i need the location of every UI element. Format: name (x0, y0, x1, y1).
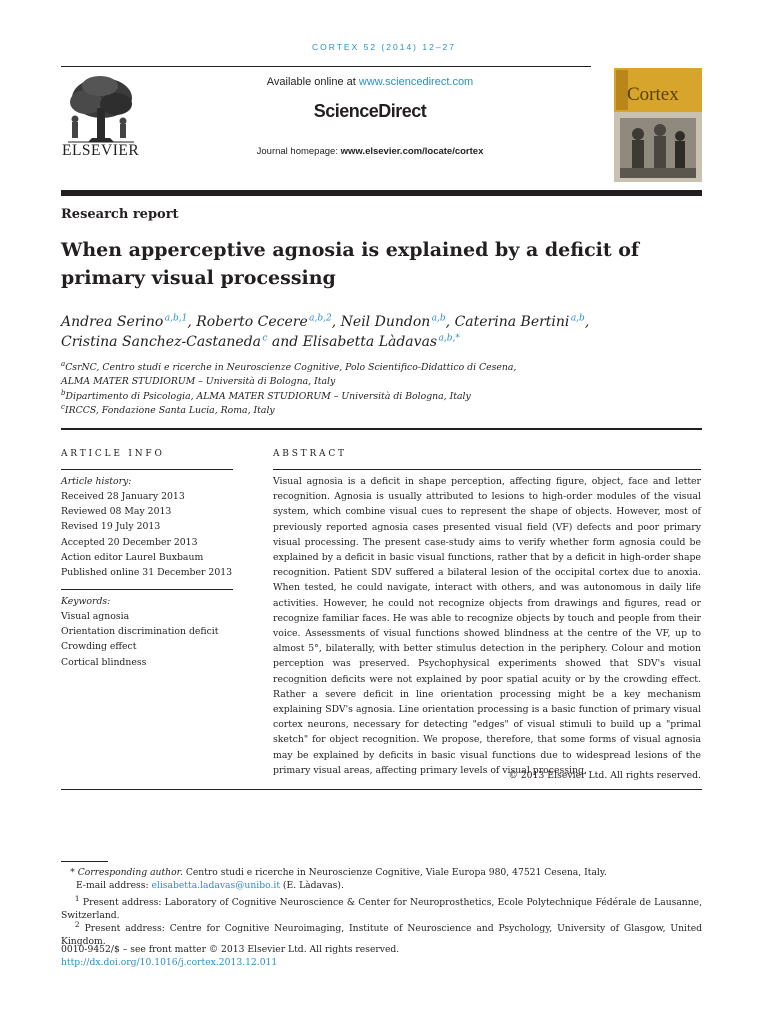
author-name[interactable]: Andrea Serino (61, 314, 164, 330)
affiliation-mark: a (61, 359, 66, 368)
history-item: Action editor Laurel Buxbaum (61, 551, 204, 563)
running-head: CORTEX 52 (2014) 12–27 (311, 42, 456, 52)
abstract-copyright: © 2013 Elsevier Ltd. All rights reserved. (508, 770, 701, 781)
author-affiliation-mark[interactable]: a,b,* (438, 333, 460, 344)
keywords-list (61, 609, 236, 670)
corresponding-author-note (61, 866, 702, 879)
history-item: Published online 31 December 2013 (61, 567, 233, 579)
affiliation-a (61, 361, 701, 389)
footnote-text: Present address: Centre for Cognitive Neuroimaging, Institute of Neuroscience and Psychology, University of Glasgow, United Kingdom. (61, 923, 703, 948)
available-online (150, 76, 590, 88)
author-affiliation-mark[interactable]: a,b (431, 313, 446, 324)
history-list (61, 489, 236, 580)
platform-name: ScienceDirect (313, 101, 427, 121)
history-label: Article history: (61, 476, 132, 487)
history-item: Revised 19 July 2013 (61, 521, 161, 533)
doi-link[interactable]: http://dx.doi.org/10.1016/j.cortex.2013.12.011 (61, 957, 278, 968)
abstract-heading: ABSTRACT (273, 449, 347, 459)
history-item: Reviewed 08 May 2013 (61, 506, 172, 518)
publisher-name: ELSEVIER (62, 142, 140, 159)
footnote-rule (61, 861, 108, 862)
email-suffix: (E. Làdavas). (280, 880, 344, 891)
footnote-mark: * (70, 867, 75, 878)
author-list: Andrea Serino $^{a,b,1}$, Roberto Cecere $^{a,b,2}$, Neil Dundon $^{a,b}$, Caterina Bertini $^{a,b}$, Cristina Sanchez-Castaneda $^c$ and Elisabetta Làdavas $^{a,b,*}$ (61, 313, 590, 350)
footnote-mark: 1 (74, 894, 80, 903)
author-affiliation-mark[interactable]: a,b (570, 313, 585, 324)
keyword-item: Crowding effect (61, 641, 137, 653)
author-name[interactable]: Neil Dundon (340, 314, 431, 330)
header-top-rule (61, 66, 591, 67)
homepage-label: Journal homepage: (256, 146, 341, 157)
author-affiliation-mark[interactable]: c (262, 333, 268, 344)
affiliation-mark: b (61, 388, 66, 397)
header-thick-rule (61, 190, 702, 196)
abstract-end-rule (61, 789, 702, 790)
history-item: Accepted 20 December 2013 (61, 536, 198, 548)
affiliation-text: Dipartimento di Psicologia, ALMA MATER STUDIORUM – Università di Bologna, Italy (65, 391, 471, 402)
email-label: E-mail address: (76, 880, 152, 891)
sciencedirect-link[interactable]: www.sciencedirect.com (358, 76, 474, 88)
corresponding-text: Centro studi e ricerche in Neuroscienze Cognitive, Viale Europa 980, 47521 Cesena, Italy. (182, 867, 607, 878)
cover-title: Cortex (627, 84, 679, 105)
affiliation-text: ALMA MATER STUDIORUM – Università di Bologna, Italy (61, 376, 336, 387)
corresponding-label: Corresponding author. (77, 867, 183, 878)
affiliation-text: CsrNC, Centro studi e ricerche in Neuroscienze Cognitive, Polo Scientifico-Didattico di Cesena, (65, 362, 517, 373)
abstract-rule (273, 469, 701, 470)
author-and: and (271, 334, 299, 350)
keyword-item: Visual agnosia (61, 611, 130, 622)
affiliation-b (61, 390, 701, 404)
author-name[interactable]: Cristina Sanchez-Castaneda (61, 334, 262, 350)
available-prefix: Available online at (266, 76, 359, 88)
section-divider (61, 428, 702, 430)
author-affiliation-mark[interactable]: a,b,2 (309, 313, 332, 324)
homepage-link[interactable]: www.elsevier.com/locate/cortex (340, 146, 484, 157)
issn-line: 0010-9452/$ – see front matter © 2013 Elsevier Ltd. All rights reserved. (61, 944, 400, 955)
history-item: Received 28 January 2013 (61, 491, 185, 502)
article-info-heading: ARTICLE INFO (61, 449, 165, 459)
author-affiliation-mark[interactable]: a,b,1 (164, 313, 188, 324)
keywords-label: Keywords: (61, 596, 111, 607)
article-type: Research report (61, 207, 179, 222)
email-note (76, 879, 702, 892)
author-name[interactable]: Caterina Bertini (454, 314, 570, 330)
affiliation-text: IRCCS, Fondazione Santa Lucia, Roma, Italy (64, 405, 275, 416)
abstract-text: Visual agnosia is a deficit in shape perception, affecting figure, object, face and letter recognition. Agnosia is usually attributed to lesions to high-order modules of the visual system, which combine visual cues to represent the shape of objects. However, most of previously reported agnosia cases presented visual field (VF) defects and poor primary visual processing. The present case-study aims to verify whether form agnosia could be explained by a deficit in basic visual functions, rather that by a deficit in high-order shape recognition. Patient SDV suffered a bilateral lesion of the occipital cortex due to anoxia. When tested, he could navigate, interact with others, and was autonomous in daily life activities. However, he could not recognize objects from drawings and figures, read or recognize familiar faces. He was able to recognize objects by touch and people from their voice. Assessments of visual functions showed blindness at the centre of the VF, up to almost 5°, bilaterally, with better stimulus detection in the periphery. Colour and motion perception was preserved. Psychophysical experiments showed that SDV's visual recognition deficits were not explained by poor spatial acuity or by the crowding effect. Rather a severe deficit in line orientation processing might be a key mechanism explaining SDV's agnosia. Line orientation processing is a basic function of primary visual cortex neurons, necessary for detecting "edges" of visual stimuli to build up a "primal sketch" for object recognition. We propose, therefore, that some forms of visual agnosia may be explained by deficits in basic visual functions due to widespread lesions of the primary visual areas, affecting primary levels of visual processing. (273, 476, 701, 776)
email-link[interactable]: elisabetta.ladavas@unibo.it (151, 880, 281, 891)
footnote-text: Present address: Laboratory of Cognitive Neuroscience & Center for Neuroprosthetics, Ecole Polytechnique Fédérale de Lausanne, Switzerland. (61, 897, 702, 922)
author-name[interactable]: Elisabetta Làdavas (302, 334, 438, 350)
keywords-rule (61, 589, 233, 590)
journal-homepage (150, 146, 590, 157)
author-name[interactable]: Roberto Cecere (196, 314, 308, 330)
affiliation-mark: c (61, 402, 65, 411)
affiliation-c (61, 404, 701, 418)
keyword-item: Cortical blindness (61, 656, 147, 668)
doi-line (61, 956, 702, 969)
keyword-item: Orientation discrimination deficit (61, 626, 219, 638)
article-title: When apperceptive agnosia is explained by a deficit of primary visual processing (61, 239, 640, 289)
article-info-rule (61, 469, 233, 470)
footnote-mark: 2 (74, 920, 80, 929)
